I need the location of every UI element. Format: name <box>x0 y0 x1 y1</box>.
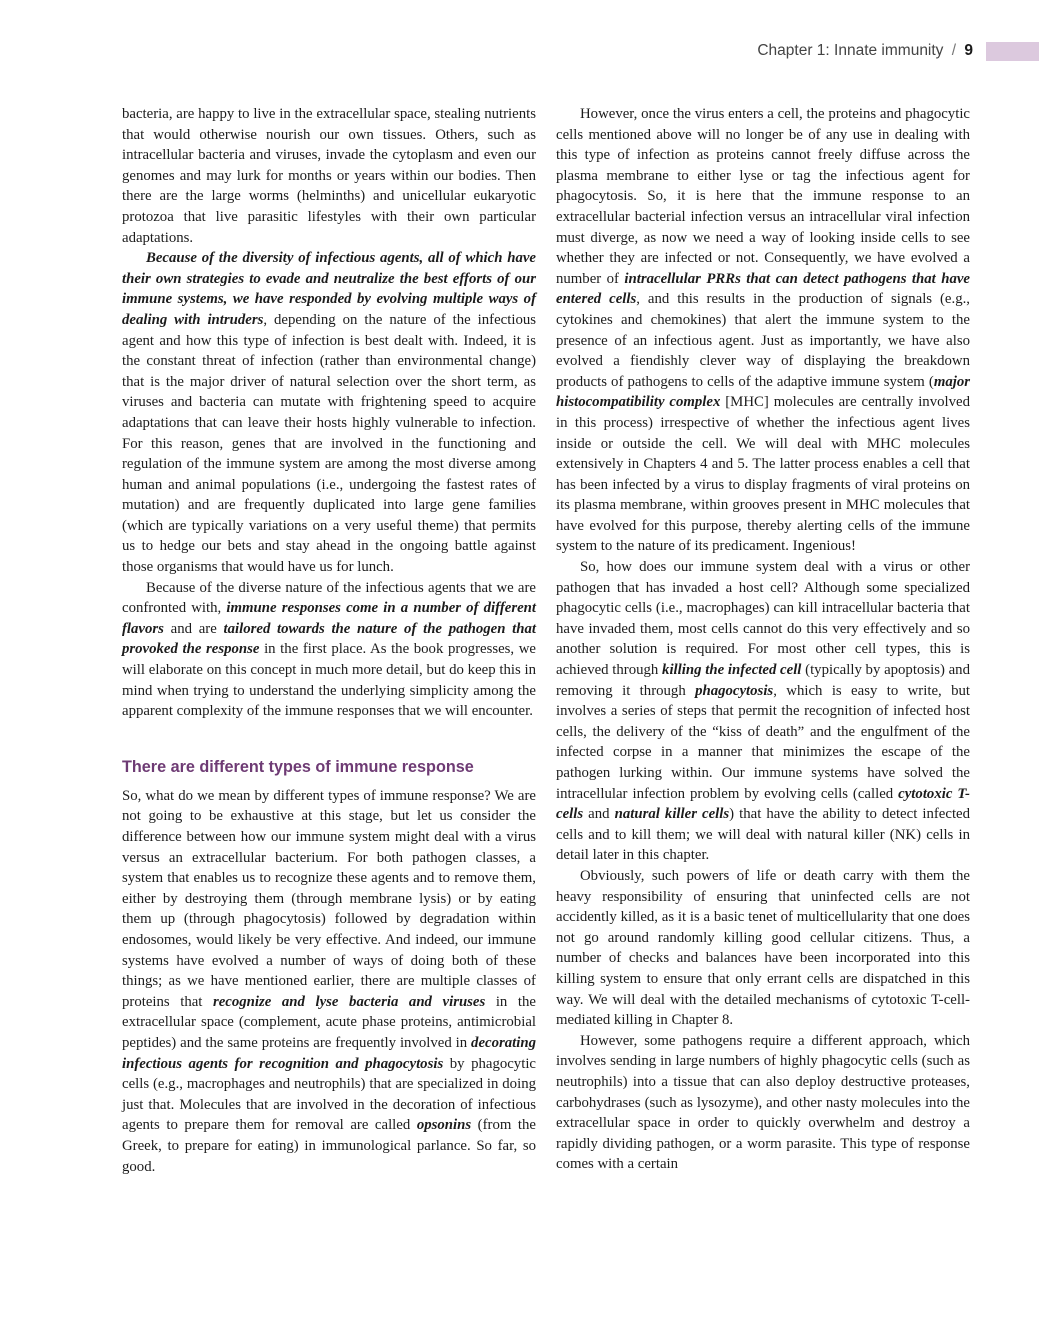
body-text: , which is easy to write, but involves a series of steps that permit the recognition of infected host cells, the delivery of the “kiss of death” and the engulfment of the infected corpse in a manner that minimizes the escape of the pathogen lurking within. Our immune systems have solved the intracellular infection problem by evolving cells (called <box>556 682 970 802</box>
key-term: decorating infectious agents for recognition and phagocytosis <box>122 1034 536 1072</box>
left-column <box>122 104 536 1177</box>
running-head-text <box>757 42 973 60</box>
body-text: and are <box>163 620 224 637</box>
body-text: , and this results in the production of signals (e.g., cytokines and chemokines) that alert the immune system to the presence of an infectious agent. Just as importantly, we have also evolved a fiendishly clever way of displaying the breakdown products of pathogens to cells of the adaptive immune system ( <box>556 291 970 390</box>
body-text: by phagocytic cells (e.g., macrophages and neutrophils) that are specialized in doing just that. Molecules that are involved in the decoration of infectious agents to prepare them for removal are called <box>122 1055 536 1134</box>
key-term: recognize and lyse bacteria and viruses <box>212 993 486 1010</box>
key-term: Because of the diversity of infectious agents, all of which have their own strategies to evade and neutralize the best efforts of our immune systems, we have responded by evolving multiple ways of dealing with intruders <box>122 250 536 328</box>
key-term: natural killer cells <box>614 806 730 823</box>
paragraph <box>556 866 970 1031</box>
section-heading: There are different types of immune response <box>122 757 474 776</box>
body-text: (from the Greek, to prepare for eating) in immunological parlance. So far, so good. <box>122 1117 537 1175</box>
header-color-bar <box>986 42 1039 61</box>
paragraph <box>122 104 536 248</box>
body-text: ) that have the ability to detect infected cells and to kill them; we will deal with natural killer (NK) cells in detail later in this chapter. <box>556 806 971 864</box>
paragraph <box>122 248 536 578</box>
chapter-title: Chapter 1: Innate immunity <box>757 42 944 59</box>
body-text: and <box>583 806 615 823</box>
key-term: opsonins <box>416 1117 472 1134</box>
key-term: phagocytosis <box>695 682 774 699</box>
body-text: [MHC] molecules are centrally involved in this process) irrespective of whether the infectious agent lives inside or outside the cell. We will deal with MHC molecules extensively in Chapters 4 and 5. The latter process enables a cell that has been infected by a virus to display fragments of viral proteins on its plasma membrane, within grooves present in MHC molecules that have evolved for this purpose, thereby alerting cells of the immune system to the nature of its predicament. Ingenious! <box>556 394 970 555</box>
key-term: tailored towards the nature of the pathogen that provoked the response <box>122 620 536 658</box>
right-column <box>556 104 970 1175</box>
body-text: Because of the diverse nature of the infectious agents that we are confronted with, <box>122 579 536 617</box>
key-term: immune responses come in a number of different flavors <box>122 600 536 637</box>
paragraph <box>556 1031 970 1175</box>
body-text: So, what do we mean by different types of immune response? We are not going to be exhaustive at this stage, but let us consider the difference between how our immune system might deal with a virus versus an extracellular bacterium. For both pathogen classes, a system that enables us to recognize these agents and to remove them, either by destroying them (through membrane lysis) or by eating them up (through phagocytosis) followed by degradation within endosomes, would likely be very effective. And indeed, our immune systems have evolved a number of ways of doing both of these things; as we have mentioned earlier, there are multiple classes of proteins that <box>122 787 536 1010</box>
key-term: major histocompatibility complex <box>556 373 970 411</box>
key-term: intracellular PRRs that can detect pathogens that have entered cells <box>556 270 970 308</box>
body-text: in the extracellular space (complement, acute phase proteins, antimicrobial peptides) and the same proteins are frequently involved in <box>122 993 536 1051</box>
body-text: in the first place. As the book progresses, we will elaborate on this concept in much more detail, but do keep this in mind when trying to understand the underlying simplicity among the apparent complexity of the immune responses that we will encounter. <box>122 641 536 720</box>
paragraph <box>122 578 536 722</box>
key-term: killing the infected cell <box>662 662 802 679</box>
body-text: However, once the virus enters a cell, the proteins and phagocytic cells mentioned above will no longer be of any use in dealing with this type of infection as proteins cannot freely diffuse across the plasma membrane to either lyse or tag the infectious agent for phagocytosis. So, it is here that the immune response to an extracellular bacterial infection versus an intracellular viral infection must diverge, as now we need a way of looking inside cells to see whether they are infected or not. Consequently, we have evolved a number of <box>556 106 970 287</box>
paragraph <box>122 786 536 1177</box>
running-head <box>0 40 1039 64</box>
body-text: So, how does our immune system deal with a virus or other pathogen that has invaded a host cell? Although some specialized phagocytic cells (i.e., macrophages) can kill intracellular bacteria that have invaded them, most cells cannot do this very effectively and so another solution is required. For most other cell types, this is achieved through <box>556 559 970 679</box>
body-text: bacteria, are happy to live in the extracellular space, stealing nutrients that would otherwise nourish our own tissues. Others, such as intracellular bacteria and viruses, invade the cytoplasm and even our genomes and may lurk for months or years within our bodies. Then there are the large worms (helminths) and unicellular eukaryotic protozoa that live parasitic lifestyles with their own particular adaptations. <box>122 106 536 246</box>
body-text: Obviously, such powers of life or death carry with them the heavy responsibility of ensuring that uninfected cells are not accidently killed, as it is a basic tenet of multicellularity that one does not go around randomly killing good cellular citizens. Thus, a number of checks and balances have been incorporated into this killing system to ensure that only errant cells are dispatched in this way. We will deal with the detailed mechanisms of cytotoxic T-cell-mediated killing in Chapter 8. <box>556 867 970 1029</box>
page-number: 9 <box>964 42 973 59</box>
header-separator: / <box>951 42 957 59</box>
body-text: , depending on the nature of the infectious agent and how this type of infection is best dealt with. Indeed, it is the constant threat of infection (rather than environmental change) that is the major driver of natural selection over the short term, as viruses and bacteria can mutate with frightening speed to acquire adaptations that can leave their hosts highly vulnerable to infection. For this reason, genes that are involved in the functioning and regulation of the immune system are among the most diverse among human and animal populations (i.e., undergoing the fastest rates of mutation) and are frequently duplicated into large gene families (which are typically variations on a very useful theme) that permits us to hedge our bets and stay ahead in the ongoing battle against those organisms that would have us for lunch. <box>122 311 537 576</box>
body-text: (typically by apoptosis) and removing it through <box>556 662 970 699</box>
paragraph <box>556 104 970 557</box>
body-text: However, some pathogens require a different approach, which involves sending in large numbers of highly phagocytic cells (such as neutrophils) into a tissue that can also deploy destructive proteases, carbohydrases (such as lysozyme), and other nasty molecules into the extracellular space in order to quickly overwhelm and destroy a rapidly dividing pathogen, or a worm parasite. This type of response comes with a certain <box>556 1032 970 1173</box>
key-term: cytotoxic T-cells <box>556 785 970 823</box>
paragraph <box>556 557 970 866</box>
